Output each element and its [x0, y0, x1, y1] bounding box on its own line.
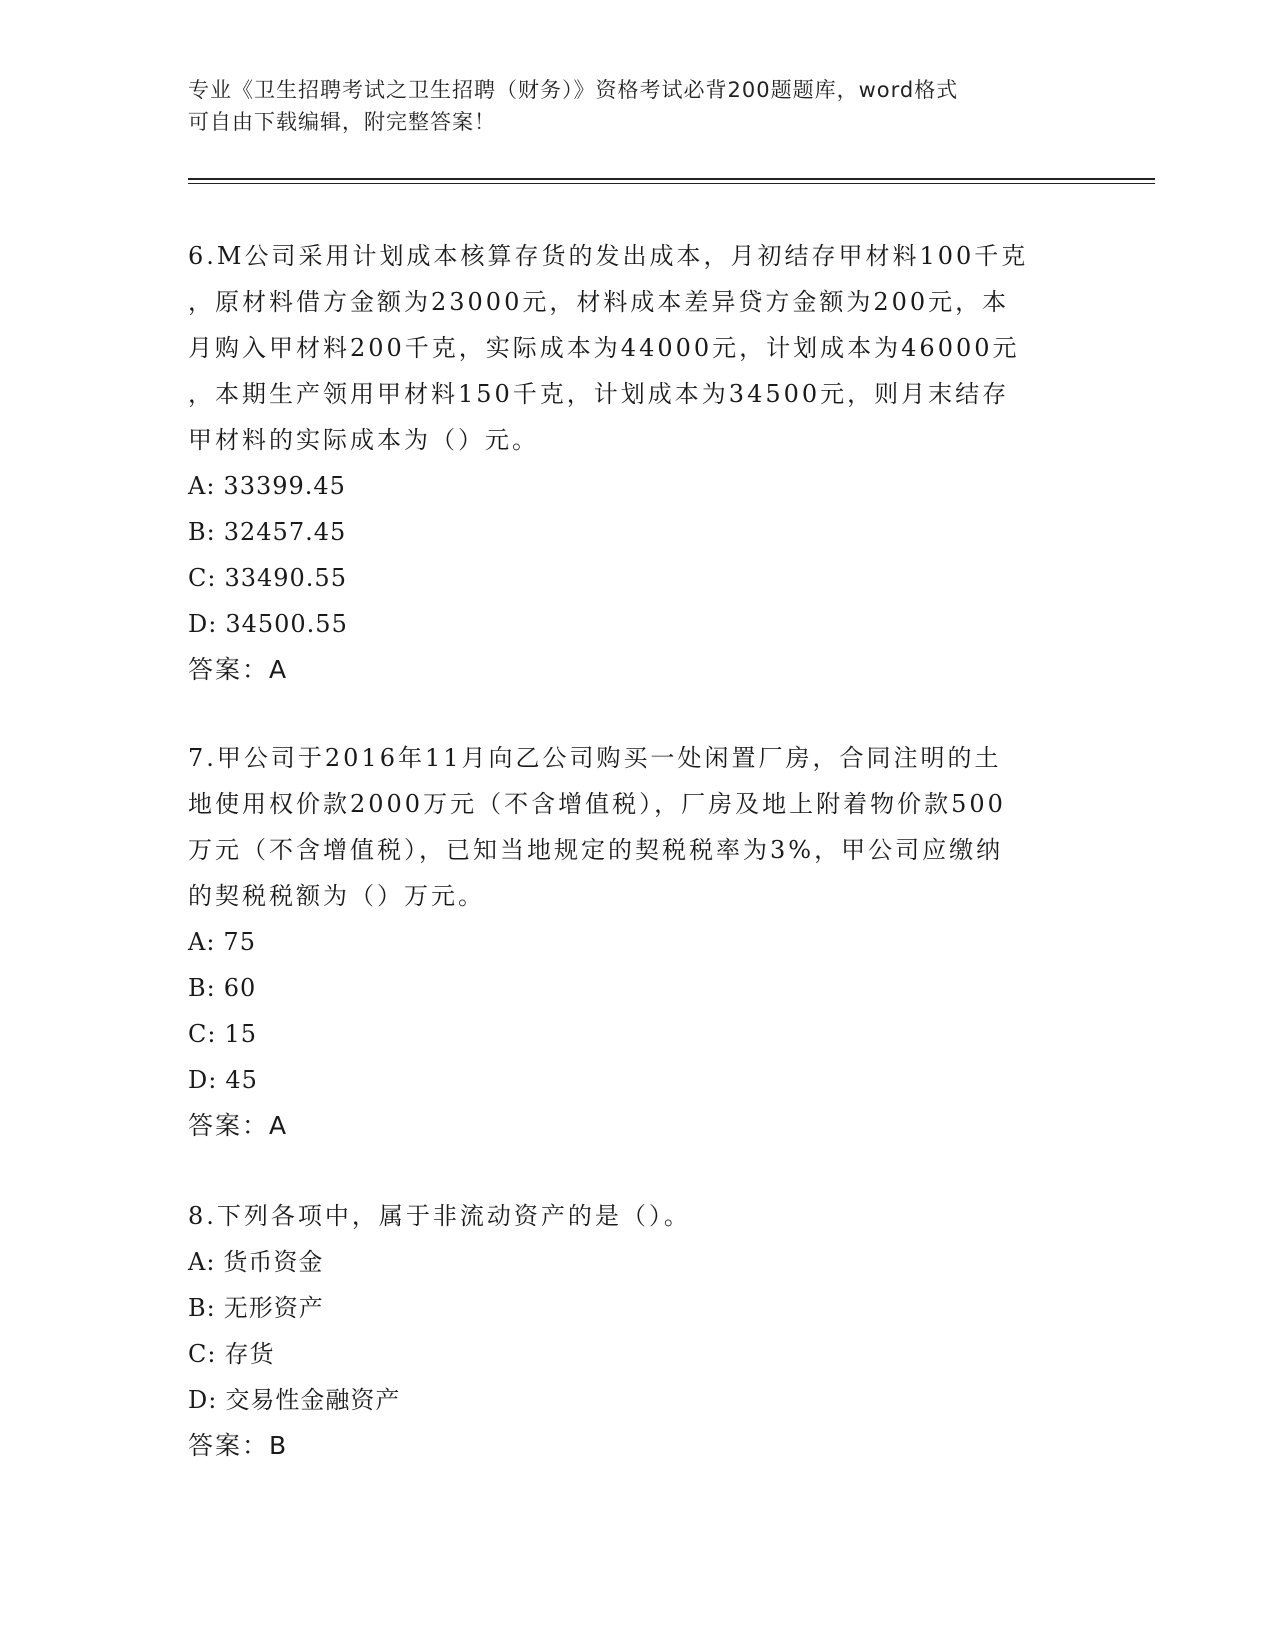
- stem-line: 万元（不含增值税），已知当地规定的契税税率为3%，甲公司应缴纳: [188, 836, 1004, 864]
- option-b: [188, 965, 1088, 1011]
- option-key: A:: [188, 928, 216, 956]
- option-a: [188, 463, 1088, 509]
- option-key: D:: [188, 610, 218, 638]
- question-6: [188, 233, 1088, 693]
- answer-line: 答案：A: [188, 1111, 289, 1140]
- question-8: [188, 1193, 1088, 1469]
- stem-line: 地使用权价款2000万元（不含增值税），厂房及地上附着物价款500: [188, 790, 1006, 818]
- option-key: B:: [188, 974, 216, 1002]
- option-a: [188, 919, 1088, 965]
- stem-line: 的契税税额为（）万元。: [188, 882, 485, 910]
- answer-line: 答案：B: [188, 1431, 289, 1460]
- option-text: 32457.45: [223, 518, 347, 546]
- stem-line: ，原材料借方金额为23000元，材料成本差异贷方金额为200元，本: [188, 288, 1010, 316]
- stem-line: ，本期生产领用甲材料150千克，计划成本为34500元，则月末结存: [188, 380, 1010, 408]
- stem-line: 8.下列各项中，属于非流动资产的是（）。: [188, 1202, 691, 1230]
- option-key: D:: [188, 1386, 218, 1414]
- option-text: 60: [223, 974, 257, 1002]
- option-text: 无形资产: [223, 1294, 324, 1322]
- option-c: [188, 1011, 1088, 1057]
- stem-line: 月购入甲材料200千克，实际成本为44000元，计划成本为46000元: [188, 334, 1020, 362]
- option-b: [188, 509, 1088, 555]
- option-text: 75: [223, 928, 256, 956]
- option-text: 33490.55: [224, 564, 347, 592]
- option-key: C:: [188, 564, 217, 592]
- stem-line: 6.M公司采用计划成本核算存货的发出成本，月初结存甲材料100千克: [188, 242, 1029, 270]
- answer-line: 答案：A: [188, 655, 289, 684]
- header-line-1: 专业《卫生招聘考试之卫生招聘（财务）》资格考试必背200题题库，word格式: [188, 78, 959, 102]
- option-d: [188, 1057, 1088, 1103]
- option-d: [188, 601, 1088, 647]
- header-divider-thick: [188, 178, 1155, 180]
- option-text: 15: [224, 1020, 257, 1048]
- option-key: D:: [188, 1066, 218, 1094]
- stem-line: 7.甲公司于2016年11月向乙公司购买一处闲置厂房，合同注明的土: [188, 744, 1002, 772]
- stem-line: 甲材料的实际成本为（）元。: [188, 426, 539, 454]
- option-c: [188, 555, 1088, 601]
- option-text: 存货: [224, 1340, 275, 1368]
- option-key: A:: [188, 472, 216, 500]
- question-stem: [188, 233, 1088, 463]
- option-key: B:: [188, 518, 216, 546]
- option-text: 34500.55: [225, 610, 348, 638]
- header-line-2: 可自由下载编辑，附完整答案！: [188, 110, 496, 134]
- header-divider-thin: [188, 183, 1155, 184]
- question-7: [188, 735, 1088, 1149]
- option-key: A:: [188, 1248, 216, 1276]
- option-b: [188, 1285, 1088, 1331]
- question-stem: [188, 1193, 1088, 1239]
- option-d: [188, 1377, 1088, 1423]
- option-a: [188, 1239, 1088, 1285]
- option-text: 货币资金: [223, 1248, 324, 1276]
- question-stem: [188, 735, 1088, 919]
- option-key: C:: [188, 1340, 217, 1368]
- option-text: 45: [225, 1066, 258, 1094]
- document-header: [188, 74, 1068, 138]
- option-key: B:: [188, 1294, 216, 1322]
- option-text: 交易性金融资产: [225, 1386, 401, 1414]
- option-key: C:: [188, 1020, 217, 1048]
- option-text: 33399.45: [223, 472, 346, 500]
- option-c: [188, 1331, 1088, 1377]
